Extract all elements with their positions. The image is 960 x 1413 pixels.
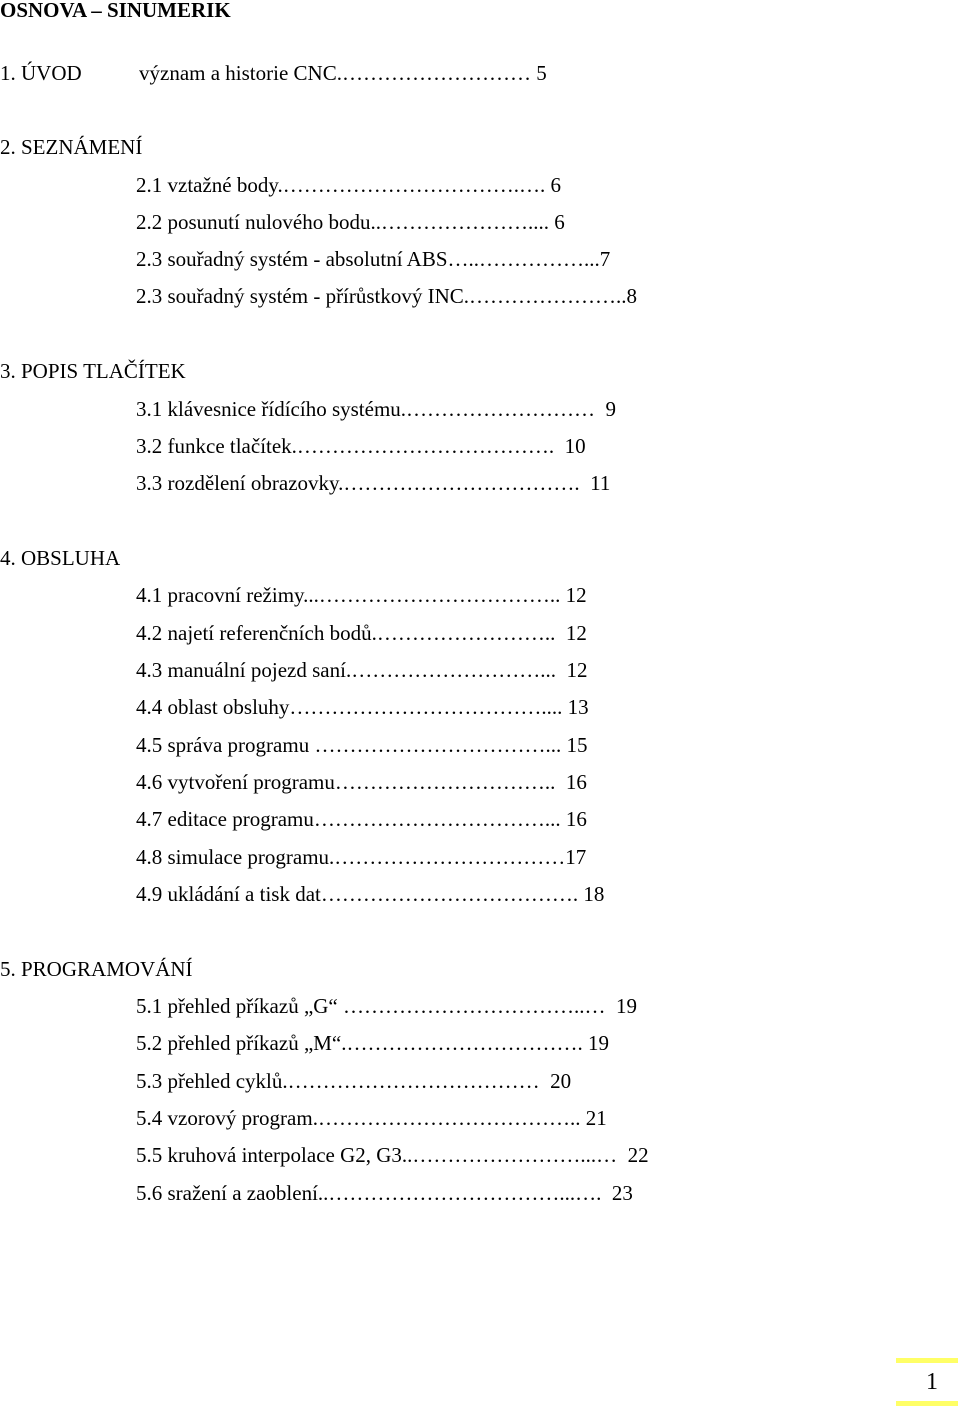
page-title: OSNOVA – SINUMERIK [0, 0, 231, 22]
toc-entry-4-9: 4.9 ukládání a tisk dat………………………………. 18 [136, 882, 605, 906]
section-4-heading: 4. OBSLUHA [0, 546, 121, 570]
section-3-heading: 3. POPIS TLAČÍTEK [0, 359, 186, 383]
toc-entry-5-2: 5.2 přehled příkazů „M“.……………………………. 19 [136, 1031, 610, 1055]
section-1-number: 1. ÚVOD [0, 61, 82, 85]
toc-entry-4-8: 4.8 simulace programu.……………………………17 [136, 845, 587, 869]
toc-entry-4-4: 4.4 oblast obsluhy……………………………….... 13 [136, 695, 589, 719]
toc-entry-4-2: 4.2 najetí referenčních bodů.…………………….. 12 [136, 621, 587, 645]
toc-entry-2-2: 2.2 posunutí nulového bodu..………………….... 6 [136, 210, 565, 234]
toc-entry-2-1: 2.1 vztažné body.…………………………….…. 6 [136, 173, 562, 197]
toc-entry-4-5: 4.5 správa programu ……………………………... 15 [136, 733, 588, 757]
toc-entry-5-6: 5.6 sražení a zaoblení..……………………………...…. 23 [136, 1181, 633, 1205]
toc-entry-3-2: 3.2 funkce tlačítek.………………………………. 10 [136, 434, 586, 458]
toc-entry-5-4: 5.4 vzorový program.……………………………….. 21 [136, 1106, 607, 1130]
toc-entry-5-5: 5.5 kruhová interpolace G2, G3..……………………...… 22 [136, 1143, 649, 1167]
section-2-heading: 2. SEZNÁMENÍ [0, 135, 143, 159]
toc-entry-3-1: 3.1 klávesnice řídícího systému.……………………… 9 [136, 397, 617, 421]
page-number-box [896, 1358, 958, 1406]
toc-entry-3-3: 3.3 rozdělení obrazovky.……………………………. 11 [136, 471, 611, 495]
toc-entry-4-7: 4.7 editace programu……………………………... 16 [136, 807, 587, 831]
toc-entry-5-1: 5.1 přehled příkazů „G“ ……………………………..… 19 [136, 994, 637, 1018]
section-5-heading: 5. PROGRAMOVÁNÍ [0, 957, 193, 981]
toc-entry-5-3: 5.3 přehled cyklů.……………………………… 20 [136, 1069, 572, 1093]
toc-entry-4-3: 4.3 manuální pojezd saní.………………………... 12 [136, 658, 588, 682]
toc-entry-2-3b: 2.3 souřadný systém - přírůstkový INC.…………………..8 [136, 284, 638, 308]
toc-entry-4-6: 4.6 vytvoření programu………………………….. 16 [136, 770, 587, 794]
toc-entry-4-1: 4.1 pracovní režimy...…………………………….. 12 [136, 583, 587, 607]
section-1-entry: význam a historie CNC.……………………… 5 [139, 61, 547, 85]
page-number: 1 [926, 1369, 938, 1395]
toc-entry-2-3a: 2.3 souřadný systém - absolutní ABS…..……………...7 [136, 247, 611, 271]
